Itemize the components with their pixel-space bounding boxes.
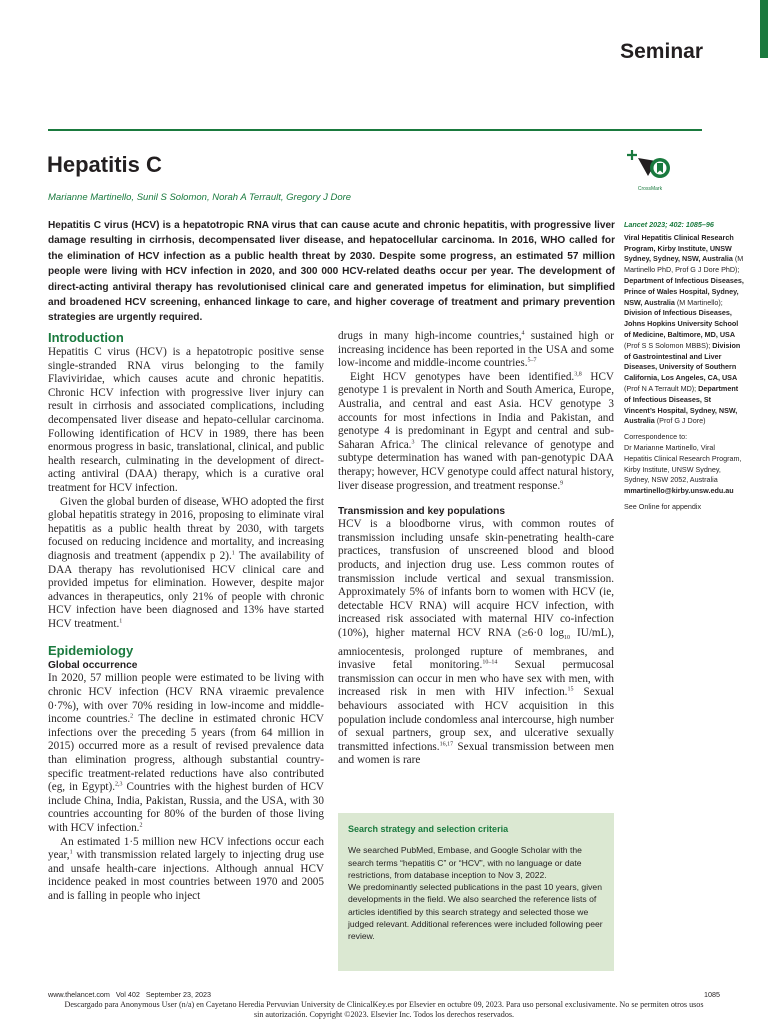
reference-link[interactable]: 9: [560, 479, 564, 486]
intro-paragraph-2: Given the global burden of disease, WHO adopted the first global hepatitis strategy in 2016, proposing to eliminate viral hepatitis as a public health threat by 2030, with targets focused on reducing incidence and mortality, and increasing diagnosis and treatment (appendix p 2).$^1$ The availability of DAA therapy has revolutionised HCV clinical care and provided impetus for elimination. However, despite major advances in therapeutics, only 21% of people with chronic HCV infection have been diagnosed and 13% have started HCV treatment.$^1$: [48, 495, 324, 630]
log-subscript: 10: [564, 635, 571, 642]
reference-link[interactable]: 3,8: [574, 371, 582, 378]
crossmark-icon: [624, 148, 676, 192]
abstract: Hepatitis C virus (HCV) is a hepatotropic RNA virus that can cause acute and chronic hepatitis, with progressive liver damage resulting in cirrhosis, decompensated liver disease, and hepatocellular carcinoma. In 2016, WHO called for the elimination of HCV infection as a public health threat by 2030. Despite some progress, an estimated 57 million people were living with HCV infection in 2020, and 300 000 HCV-related deaths occur per year. The development of direct-acting antiviral therapy has revolutionised clinical care and generated impetus for elimination, but simplified and broadened HCV screening, enhanced linkage to care, and higher coverage of treatment and primary prevention strategies are urgently required.: [48, 220, 615, 324]
search-strategy-title: Search strategy and selection criteria: [348, 824, 509, 834]
reference-link[interactable]: 10–14: [482, 659, 498, 666]
reference-link[interactable]: 2: [139, 822, 143, 829]
reference-link[interactable]: 2: [130, 713, 134, 720]
search-strategy-panel: [338, 813, 614, 971]
header-rule: [48, 129, 702, 131]
transmission-paragraph: HCV is a bloodborne virus, with common routes of transmission including unsafe skin-penetrating health-care practices, transfusion of unscreened blood and blood products, and injection drug use. Less common routes of transmission include vertical and sexual transmission. Approximately 5% of infants born to women with HCV (ie, detectable HCV RNA) will acquire HCV infection, with increased risk associated with maternal HIV co-infection (10%), higher maternal HCV RNA (≥6·0 $\log_{10} IU/mL$), amniocentesis, prolonged rupture of membranes, and invasive fetal monitoring.$^{10-14}$ Sexual permucosal transmission can occur in men who have sex with men, with increased risk in men with HIV infection.$^{15}$ Sexual behaviours associated with HCV acquisition in this population include condomless anal intercourse, high number of sexual partners, group sex, and ulcerative sexually transmitted infections.$^{16,17}$ Sexual transmission between men and women is rare: [338, 518, 614, 767]
reference-link[interactable]: 5–7: [527, 357, 537, 364]
intro-paragraph-1: Hepatitis C virus (HCV) is a hepatotropic positive sense single-stranded RNA virus belonging to the family Flaviviridae, which causes acute and chronic hepatitis. Chronic HCV infection with progressive liver injury can result in cirrhosis and associated complications, including decompensated liver disease and hepato-cellular carcinoma. Following identification of HCV in 1989, there has been enormous progress in basic, translational, clinical, and public health research, culminating in the development of direct-acting antiviral (DAA) therapy, which is a curative oral treatment for HCV infection.: [48, 346, 324, 494]
genotype-paragraph-2: Eight HCV genotypes have been identified.$^{3,8}$ HCV genotype 1 is prevalent in North and South America, Europe, Australia, and central and east Asia. HCV genotype 3 accounts for most infections in India and Pakistan, and genotype 4 is predominant in Egypt and central and sub-Saharan Africa.$^3$ The clinical relevance of genotype and subtype determination has waned with pan-genotypic DAA therapy; however, HCV genotype could affect natural history, liver disease progression, and treatment response.$^9$: [338, 370, 614, 492]
global-occurrence-heading: Global occurrence: [48, 660, 138, 672]
transmission-heading: Transmission and key populations: [338, 506, 505, 518]
reference-link[interactable]: 3: [411, 439, 415, 446]
genotype-paragraph-1: drugs in many high-income countries,$^4$ sustained high or increasing incidence has been reported in the USA and some low-income and middle-income countries.$^{5-7}$: [338, 330, 614, 370]
reference-link[interactable]: 1: [69, 849, 73, 856]
epidemiology-paragraph-1: In 2020, 57 million people were estimated to be living with chronic HCV infection (HCV RNA viraemic prevalence 0·7%), with over 70% residing in low-income and middle-income countries.$^2$ The decline in estimated chronic HCV infections over the preceding 5 years (from 64 million in 2015) occurred more as a result of revised prevalence data than elimination progress, although substantial country-specific treatment-related reductions have also contributed (eg, in Egypt).$^{2,3}$ Countries with the highest burden of HCV include China, India, Pakistan, Russia, and the USA, with 30 countries accounting for 80% of the burden of those living with HCV infection.$^2$: [48, 672, 325, 834]
crossmark-badge[interactable]: [624, 148, 676, 192]
correspondence-email[interactable]: mmartinello@kirby.unsw.edu.au: [624, 486, 734, 496]
search-strategy-paragraph-1: We searched PubMed, Embase, and Google Scholar with the search terms “hepatitis C” or “HCV”, with no language or date restrictions, from database inception to Nov 3, 2022.: [348, 845, 582, 880]
page-number: 1085: [704, 990, 720, 999]
reference-link[interactable]: 4: [521, 330, 525, 337]
reference-link[interactable]: 1: [119, 618, 123, 625]
margin-sidebar: [624, 220, 744, 518]
section-label: Seminar: [620, 40, 703, 63]
epidemiology-heading: Epidemiology: [48, 643, 134, 659]
introduction-heading: Introduction: [48, 330, 124, 345]
journal-footer: www.thelancet.com Vol 402 September 23, 2023: [48, 990, 212, 999]
reference-link[interactable]: 1: [231, 550, 235, 557]
correspondence: Correspondence to: Dr Marianne Martinello, Viral Hepatitis Clinical Research Program, Kirby Institute, UNSW Sydney, Sydney, NSW 2052, Australia mmartinello@kirby.unsw.edu.au: [624, 432, 742, 496]
author-list[interactable]: Marianne Martinello, Sunil S Solomon, Norah A Terrault, Gregory J Dore: [48, 192, 352, 203]
epidemiology-paragraph-2: An estimated 1·5 million new HCV infections occur each year,$^1$ with transmission related largely to injecting drug use and unsafe health-care injections. Although annual HCV incidence peaked in most countries between 1970 and 2005 and is falling in people who inject: [48, 835, 324, 902]
left-column: [48, 330, 324, 904]
right-column: [338, 330, 614, 768]
download-disclaimer: Descargado para Anonymous User (n/a) en Cayetano Heredia Pervuvian University de ClinicalKey.es por Elsevier en octubre 09, 2023. Para uso personal exclusivamente. No se permiten otros usos sin autorización. Copyright ©2023. Elsevier Inc. Todos los derechos reservados.: [64, 1000, 704, 1019]
citation: Lancet 2023; 402: 1085–96: [624, 220, 714, 229]
section-color-tab: [760, 0, 768, 58]
appendix-note[interactable]: See Online for appendix: [624, 501, 702, 511]
crossmark-label: CrossMark: [637, 186, 663, 192]
search-strategy-paragraph-2: We predominantly selected publications in the past 10 years, given developments in the field. We also searched the reference lists of articles identified by this search strategy and selected those we judged relevant. Additional references were included following peer review.: [348, 882, 603, 942]
reference-link[interactable]: 15: [567, 686, 574, 693]
affiliations: Viral Hepatitis Clinical Research Program, Kirby Institute, UNSW Sydney, Sydney, NSW, Australia (M Martinello PhD, Prof G J Dore PhD); Department of Infectious Diseases, Prince of Wales Hospital, Sydney, NSW, Australia (M Martinello); Division of Infectious Diseases, Johns Hopkins University School of Medicine, Baltimore, MD, USA (Prof S S Solomon MBBS); Division of Gastrointestinal and Liver Diseases, University of Southern California, Los Angeles, CA, USA (Prof N A Terrault MD); Department of Infectious Diseases, St Vincent’s Hospital, Sydney, NSW, Australia (Prof G J Dore): [624, 232, 744, 426]
article-title: Hepatitis C: [47, 152, 162, 177]
reference-link[interactable]: 2,3: [115, 781, 123, 788]
reference-link[interactable]: 16,17: [439, 741, 454, 748]
